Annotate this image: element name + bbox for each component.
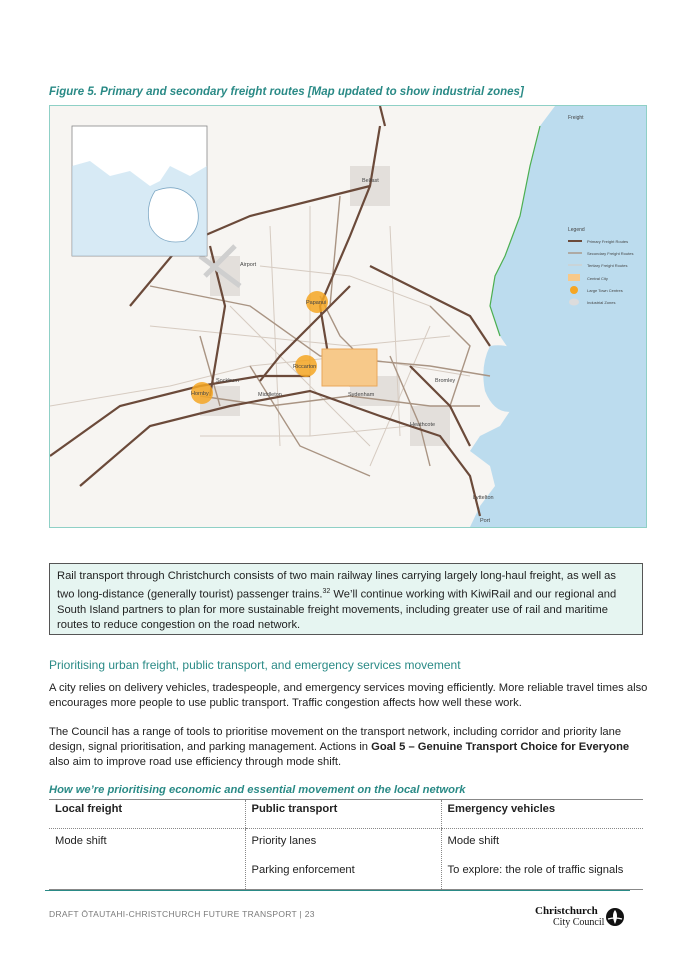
freight-routes-map <box>49 105 647 528</box>
prioritisation-table <box>49 799 643 890</box>
fern-leaf-icon <box>605 907 625 927</box>
legend-item-primary: Primary Freight Routes <box>587 239 629 244</box>
label-lyttelton: Lyttelton <box>473 495 494 501</box>
table-header-row <box>49 800 643 829</box>
rail-transport-callout <box>49 563 643 635</box>
paragraph-2 <box>49 725 649 770</box>
label-belfast: Belfast <box>362 178 379 184</box>
callout-text-before: Rail transport through Christchurch consists of two main railway lines carrying largely long-haul freight, as well as two long-distance (generally tourist) passenger trains. <box>57 570 616 601</box>
paragraph-2-text-end: also aim to improve road use efficiency through mode shift. <box>49 756 342 768</box>
figure-caption: Figure 5. Primary and secondary freight routes [Map updated to show industrial zones] <box>49 86 524 98</box>
council-logo <box>535 905 625 931</box>
legend-item-town-centres: Large Town Centres <box>587 288 623 293</box>
legend-item-industrial: Industrial Zones <box>587 300 616 305</box>
cell-public-transport <box>245 829 441 890</box>
map-title: Freight <box>568 115 584 121</box>
goal-5-reference: Goal 5 – Genuine Transport Choice for Everyone <box>371 741 630 753</box>
paragraph-1: A city relies on delivery vehicles, tradespeople, and emergency services moving efficiently. More reliable travel times also encourages more people to use public transport. Traffic congestion affects how well these work. <box>49 682 648 709</box>
label-sydenham: Sydenham <box>348 392 375 398</box>
label-middleton: Middleton <box>258 392 282 398</box>
list-item: Parking enforcement <box>251 864 355 876</box>
header-local-freight: Local freight <box>49 800 245 829</box>
section-heading: Prioritising urban freight, public transport, and emergency services movement <box>49 658 461 672</box>
paragraph-2-text: The Council has a range of tools to prioritise movement on the transport network, including corridor and priority lane design, signal prioritisation, and parking management. Actions in <box>49 726 622 753</box>
label-bromley: Bromley <box>435 378 456 384</box>
label-hornby: Hornby <box>191 391 209 397</box>
header-emergency-vehicles: Emergency vehicles <box>441 800 643 829</box>
list-item: Priority lanes <box>251 835 317 847</box>
table-row <box>49 829 643 890</box>
label-airport: Airport <box>240 262 257 268</box>
legend-item-central-city: Central City <box>587 276 608 281</box>
legend-item-secondary: Secondary Freight Routes <box>587 251 634 256</box>
logo-line-1: Christchurch <box>535 905 598 917</box>
legend-title: Legend <box>568 227 585 233</box>
label-port: Port <box>480 518 491 524</box>
table-caption: How we’re prioritising economic and essential movement on the local network <box>49 784 466 796</box>
header-public-transport: Public transport <box>245 800 441 829</box>
label-papanui: Papanui <box>306 300 327 306</box>
label-sockburn: Sockburn <box>216 378 240 384</box>
list-item: Mode shift <box>447 835 500 847</box>
inset-map <box>72 126 207 256</box>
list-item: To explore: the role of traffic signals <box>447 864 624 876</box>
list-item: Mode shift <box>55 835 107 847</box>
label-heathcote: Heathcote <box>410 422 436 428</box>
label-riccarton: Riccarton <box>293 364 317 370</box>
central-city <box>322 349 377 386</box>
legend-item-tertiary: Tertiary Freight Routes <box>587 263 628 268</box>
cell-emergency-vehicles <box>441 829 643 890</box>
callout-text-after: We’ll continue working with KiwiRail and our regional and South Island partners to plan for more sustainable freight movements, including greater use of rail and maritime routes to reduce congestion on the road network. <box>57 588 617 631</box>
logo-line-2: City Council <box>553 917 605 928</box>
footnote-ref[interactable]: 32 <box>322 588 331 595</box>
footer-divider <box>45 890 630 891</box>
footer-text: DRAFT ŌTAUTAHI-CHRISTCHURCH FUTURE TRANSPORT | 23 <box>49 909 315 919</box>
cell-local-freight <box>49 829 245 890</box>
sea-area <box>470 106 646 527</box>
